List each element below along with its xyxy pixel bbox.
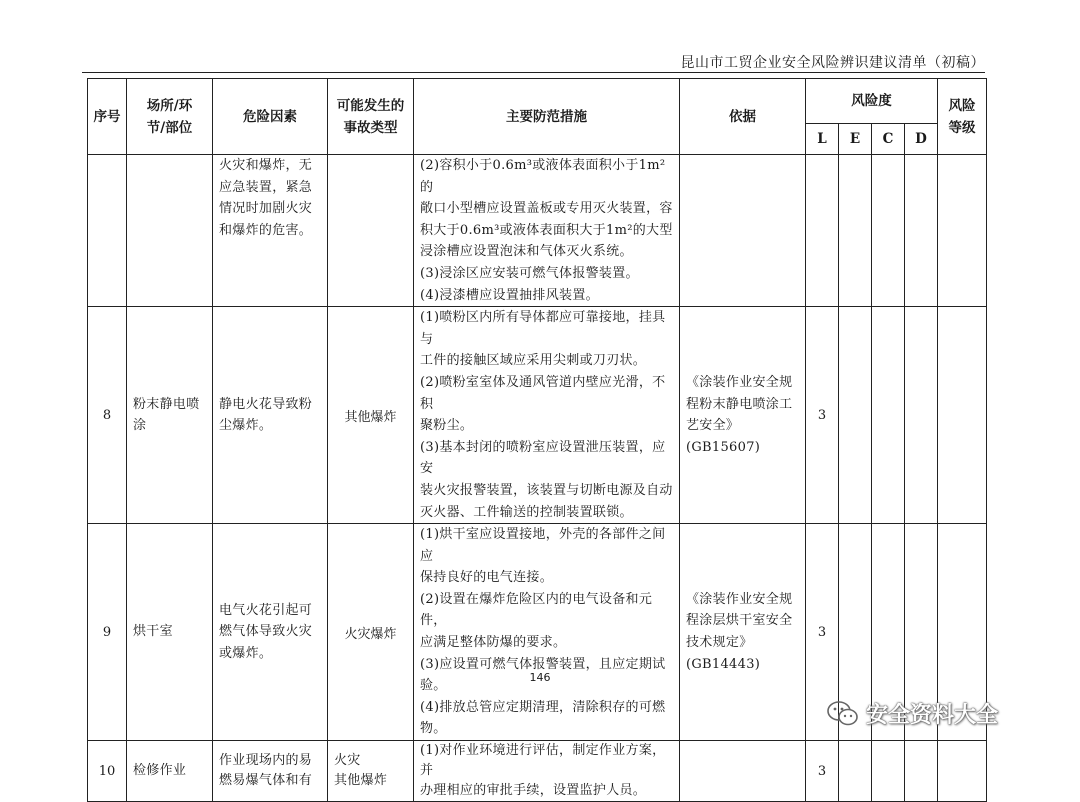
table-row	[88, 155, 987, 307]
table-row	[88, 307, 987, 524]
cell-E	[839, 307, 872, 524]
cell-place: 检修作业	[127, 741, 213, 802]
header-risk-level-label: 风险等级	[948, 97, 976, 136]
cell-measures	[414, 155, 680, 307]
header-C: C	[872, 124, 905, 155]
cell-E	[839, 741, 872, 802]
header-row	[88, 79, 987, 124]
cell-place: 粉末静电喷涂	[127, 307, 213, 524]
measure-line: (2)容积小于0.6m³或液体表面积小于1m²的	[420, 158, 666, 195]
accident-line: 火灾	[334, 753, 361, 769]
cell-place: 烘干室	[127, 524, 213, 741]
cell-L: 3	[806, 524, 839, 741]
cell-basis: 《涂装作业安全规程粉末静电喷涂工艺安全》(GB15607)	[680, 307, 806, 524]
cell-measures	[414, 307, 680, 524]
measure-line: 装火灾报警装置，该装置与切断电源及自动	[420, 482, 673, 498]
accident-line: 其他爆炸	[334, 773, 388, 789]
document-header-title: 昆山市工贸企业安全风险辨识建议清单（初稿）	[680, 55, 985, 71]
table-row	[88, 741, 987, 802]
cell-basis	[680, 155, 806, 307]
cell-L	[806, 155, 839, 307]
cell-basis	[680, 741, 806, 802]
cell-hazard: 作业现场内的易燃易爆气体和有	[213, 741, 328, 802]
measure-line: 积大于0.6m³或液体表面积大于1m²的大型	[420, 222, 673, 238]
measure-line: 办理相应的审批手续，设置监护人员。	[420, 783, 647, 799]
measure-line: 保持良好的电气连接。	[420, 570, 554, 586]
cell-basis: 《涂装作业安全规程涂层烘干室安全技术规定》(GB14443)	[680, 524, 806, 741]
measure-line: 聚粉尘。	[420, 418, 474, 434]
header-seq: 序号	[88, 79, 127, 155]
cell-L: 3	[806, 307, 839, 524]
measure-line: 浸涂槽应设置泡沫和气体灭火系统。	[420, 244, 633, 260]
header-place-label: 场所/环节/部位	[146, 97, 193, 136]
cell-accident: 火灾爆炸	[328, 524, 414, 741]
cell-seq: 8	[88, 307, 127, 524]
cell-hazard: 静电火花导致粉尘爆炸。	[213, 307, 328, 524]
header-risk-degree: 风险度	[806, 79, 938, 124]
measure-line: 敞口小型槽应设置盖板或专用灭火装置，容	[420, 201, 673, 217]
measure-line: 灭火器、工件输送的控制装置联锁。	[420, 504, 633, 520]
cell-seq: 10	[88, 741, 127, 802]
cell-L: 3	[806, 741, 839, 802]
measure-line: (3)浸涂区应安装可燃气体报警装置。	[420, 265, 639, 281]
measure-line: 物。	[420, 721, 447, 737]
header-place	[127, 79, 213, 155]
cell-C	[872, 155, 905, 307]
header-D: D	[905, 124, 938, 155]
cell-accident: 其他爆炸	[328, 307, 414, 524]
header-rule	[82, 72, 985, 73]
measure-line: 应满足整体防爆的要求。	[420, 635, 567, 651]
measure-line: (4)排放总管应定期清理，清除积存的可燃	[420, 699, 666, 715]
header-E: E	[839, 124, 872, 155]
measure-line: (1)喷粉区内所有导体都应可靠接地，挂具与	[420, 310, 666, 347]
cell-hazard: 火灾和爆炸，无应急装置，紧急情况时加剧火灾和爆炸的危害。	[213, 155, 328, 307]
cell-D	[905, 307, 938, 524]
cell-D	[905, 155, 938, 307]
risk-table	[87, 78, 987, 802]
cell-accident	[328, 741, 414, 802]
cell-C	[872, 741, 905, 802]
header-measures: 主要防范措施	[414, 79, 680, 155]
cell-measures	[414, 741, 680, 802]
measure-line: (1)对作业环境进行评估，制定作业方案，并	[420, 743, 666, 779]
measure-line: (3)应设置可燃气体报警装置，且应定期试	[420, 656, 666, 672]
measure-line: (2)设置在爆炸危险区内的电气设备和元件，	[420, 591, 653, 629]
header-risk-level	[938, 79, 987, 155]
cell-place	[127, 155, 213, 307]
measure-line: 验。	[420, 678, 447, 694]
header-hazard: 危险因素	[213, 79, 328, 155]
watermark-text: 安全资料大全	[866, 703, 999, 728]
header-accident	[328, 79, 414, 155]
page-number: 146	[529, 671, 551, 684]
cell-E	[839, 155, 872, 307]
cell-level	[938, 307, 987, 524]
watermark	[826, 698, 998, 729]
cell-accident	[328, 155, 414, 307]
cell-seq	[88, 155, 127, 307]
measure-line: (2)喷粉室室体及通风管道内壁应光滑，不积	[420, 374, 666, 412]
cell-seq: 9	[88, 524, 127, 741]
cell-level	[938, 155, 987, 307]
cell-level	[938, 741, 987, 802]
header-accident-label: 可能发生的事故类型	[336, 97, 405, 136]
measure-line: 工件的接触区域应采用尖刺或刀刃状。	[420, 353, 647, 369]
cell-measures	[414, 524, 680, 741]
wechat-icon	[826, 700, 860, 728]
header-L: L	[806, 124, 839, 155]
cell-hazard: 电气火花引起可燃气体导致火灾或爆炸。	[213, 524, 328, 741]
measure-line: (3)基本封闭的喷粉室应设置泄压装置，应安	[420, 439, 666, 477]
cell-D	[905, 741, 938, 802]
cell-C	[872, 307, 905, 524]
measure-line: (4)浸漆槽应设置抽排风装置。	[420, 287, 599, 303]
header-basis: 依据	[680, 79, 806, 155]
measure-line: (1)烘干室应设置接地，外壳的各部件之间应	[420, 527, 666, 564]
